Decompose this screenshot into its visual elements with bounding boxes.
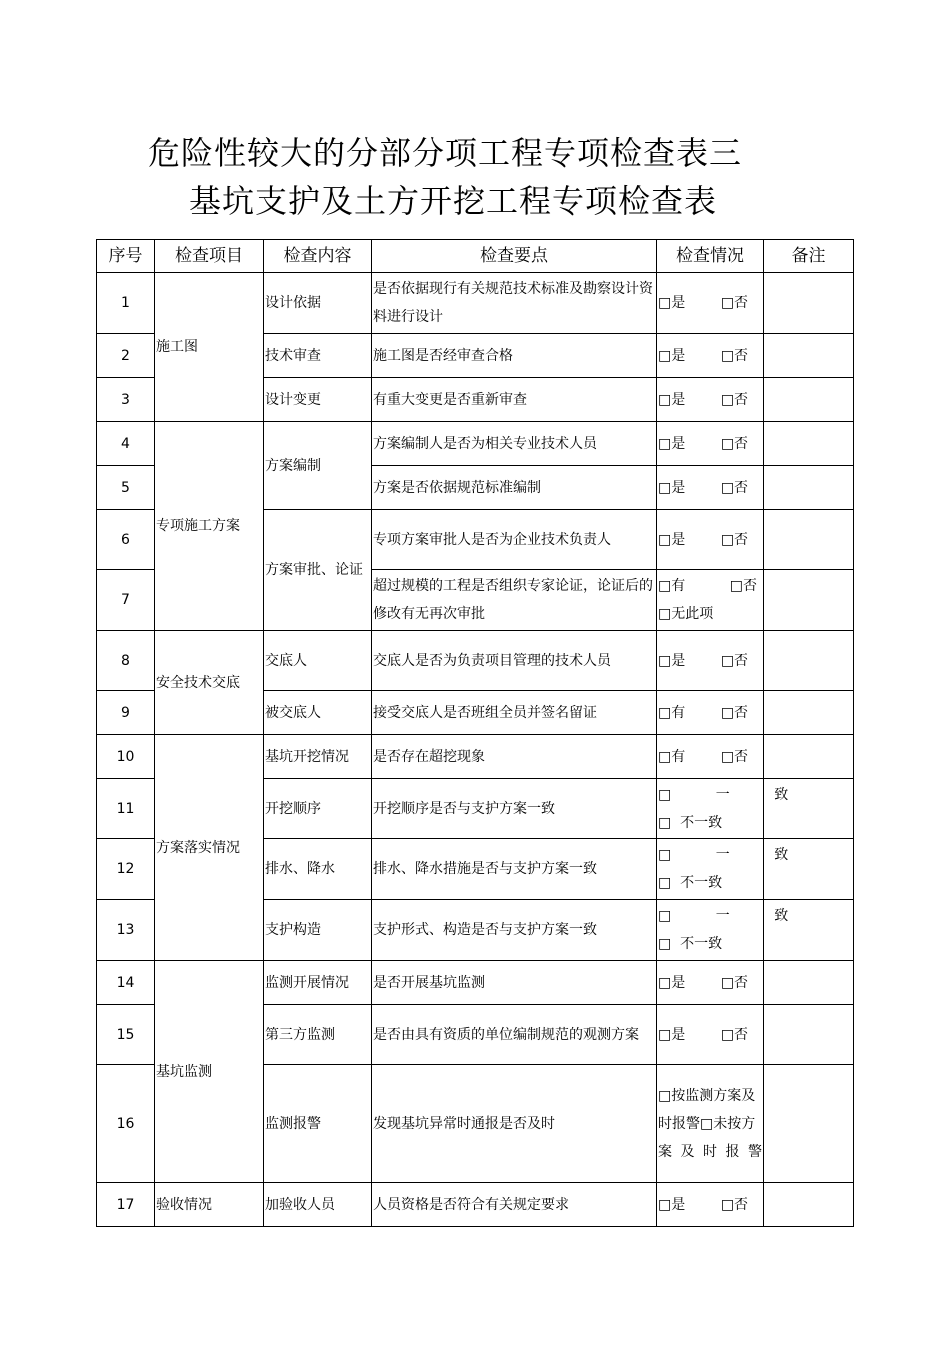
note-cell[interactable] <box>764 510 854 570</box>
row-number: 13 <box>97 900 155 961</box>
header-note: 备注 <box>764 240 854 273</box>
group-cell: 基坑监测 <box>155 961 264 1183</box>
inspection-table <box>96 239 854 1227</box>
content-cell: 方案审批、论证 <box>264 510 372 631</box>
status-cell[interactable]: □有 □否 <box>657 691 764 735</box>
status-cell[interactable]: □是 □否 <box>657 1005 764 1065</box>
header-item: 检查项目 <box>155 240 264 273</box>
status-cell[interactable]: □是 □否 <box>657 422 764 466</box>
status-line: □ 不一致 <box>658 814 723 831</box>
status-line: □ 一 致 <box>658 908 789 924</box>
status-cell[interactable]: □是 □否 <box>657 510 764 570</box>
points-cell: 接受交底人是否班组全员并签名留证 <box>372 691 657 735</box>
row-number: 14 <box>97 961 155 1005</box>
note-cell[interactable] <box>764 691 854 735</box>
status-cell[interactable] <box>657 839 789 900</box>
content-cell: 监测报警 <box>264 1065 372 1183</box>
header-points: 检查要点 <box>372 240 657 273</box>
note-cell[interactable] <box>764 570 854 631</box>
points-cell: 施工图是否经审查合格 <box>372 334 657 378</box>
note-cell[interactable] <box>764 1065 854 1183</box>
row-number: 16 <box>97 1065 155 1183</box>
points-cell: 交底人是否为负责项目管理的技术人员 <box>372 631 657 691</box>
group-cell: 验收情况 <box>155 1183 264 1227</box>
status-cell[interactable] <box>657 779 789 839</box>
status-cell[interactable]: □按监测方案及时报警□未按方案及时报警 <box>657 1065 764 1183</box>
points-cell: 是否存在超挖现象 <box>372 735 657 779</box>
status-line: □ 一 致 <box>658 847 789 863</box>
points-cell: 专项方案审批人是否为企业技术负责人 <box>372 510 657 570</box>
content-cell: 监测开展情况 <box>264 961 372 1005</box>
content-cell: 排水、降水 <box>264 839 372 900</box>
row-number: 9 <box>97 691 155 735</box>
content-cell: 加验收人员 <box>264 1183 372 1227</box>
row-number: 17 <box>97 1183 155 1227</box>
points-cell: 超过规模的工程是否组织专家论证，论证后的修改有无再次审批 <box>372 570 657 631</box>
content-cell: 被交底人 <box>264 691 372 735</box>
group-cell: 专项施工方案 <box>155 422 264 631</box>
points-cell: 方案是否依据规范标准编制 <box>372 466 657 510</box>
points-cell: 支护形式、构造是否与支护方案一致 <box>372 900 657 961</box>
row-number: 6 <box>97 510 155 570</box>
note-cell[interactable] <box>764 735 854 779</box>
status-cell[interactable] <box>657 570 764 631</box>
note-cell[interactable] <box>764 961 854 1005</box>
row-number: 5 <box>97 466 155 510</box>
note-cell[interactable] <box>764 1183 854 1227</box>
group-cell: 方案落实情况 <box>155 735 264 961</box>
points-cell: 人员资格是否符合有关规定要求 <box>372 1183 657 1227</box>
note-cell[interactable] <box>764 1005 854 1065</box>
table-row <box>97 422 854 466</box>
points-cell: 开挖顺序是否与支护方案一致 <box>372 779 657 839</box>
row-number: 15 <box>97 1005 155 1065</box>
status-cell[interactable]: □是 □否 <box>657 631 764 691</box>
row-number: 1 <box>97 273 155 334</box>
status-cell[interactable]: □是 □否 <box>657 334 764 378</box>
header-status: 检查情况 <box>657 240 764 273</box>
table-header-row <box>97 240 854 273</box>
content-cell: 基坑开挖情况 <box>264 735 372 779</box>
status-line: □ 不一致 <box>658 875 723 891</box>
content-cell: 支护构造 <box>264 900 372 961</box>
points-cell: 是否由具有资质的单位编制规范的观测方案 <box>372 1005 657 1065</box>
row-number: 3 <box>97 378 155 422</box>
status-line: □有 □否 <box>658 578 757 594</box>
row-number: 4 <box>97 422 155 466</box>
page-title: 危险性较大的分部分项工程专项检查表三 <box>147 134 742 172</box>
content-cell: 交底人 <box>264 631 372 691</box>
note-cell[interactable] <box>764 631 854 691</box>
row-number: 2 <box>97 334 155 378</box>
row-number: 8 <box>97 631 155 691</box>
group-cell: 安全技术交底 <box>155 631 264 735</box>
page-subtitle: 基坑支护及土方开挖工程专项检查表 <box>188 182 717 220</box>
content-cell: 开挖顺序 <box>264 779 372 839</box>
table-row <box>97 961 854 1005</box>
status-cell[interactable]: □是 □否 <box>657 378 764 422</box>
note-cell[interactable] <box>764 422 854 466</box>
status-cell[interactable]: □有 □否 <box>657 735 764 779</box>
content-cell: 方案编制 <box>264 422 372 510</box>
content-cell: 第三方监测 <box>264 1005 372 1065</box>
points-cell: 排水、降水措施是否与支护方案一致 <box>372 839 657 900</box>
points-cell: 发现基坑异常时通报是否及时 <box>372 1065 657 1183</box>
status-line: □ 一 致 <box>658 786 789 803</box>
row-number: 12 <box>97 839 155 900</box>
status-line: □ 不一致 <box>658 936 723 952</box>
points-cell: 是否开展基坑监测 <box>372 961 657 1005</box>
points-cell: 方案编制人是否为相关专业技术人员 <box>372 422 657 466</box>
table-row <box>97 273 854 334</box>
group-cell: 施工图 <box>155 273 264 422</box>
content-cell: 技术审查 <box>264 334 372 378</box>
header-seq: 序号 <box>97 240 155 273</box>
table-row <box>97 631 854 691</box>
points-cell: 有重大变更是否重新审查 <box>372 378 657 422</box>
status-line: □无此项 <box>658 606 714 622</box>
content-cell: 设计依据 <box>264 273 372 334</box>
status-cell[interactable]: □是 □否 <box>657 961 764 1005</box>
note-cell[interactable] <box>764 273 854 334</box>
status-cell[interactable]: □是 □否 <box>657 1183 764 1227</box>
row-number: 10 <box>97 735 155 779</box>
content-cell: 设计变更 <box>264 378 372 422</box>
status-cell[interactable]: □是 □否 <box>657 466 764 510</box>
note-cell[interactable] <box>764 466 854 510</box>
note-cell[interactable] <box>764 378 854 422</box>
points-cell: 是否依据现行有关规范技术标准及勘察设计资料进行设计 <box>372 273 657 334</box>
table-row <box>97 1183 854 1227</box>
note-cell[interactable] <box>764 334 854 378</box>
status-cell[interactable]: □是 □否 <box>657 273 764 334</box>
status-cell[interactable] <box>657 900 789 961</box>
row-number: 7 <box>97 570 155 631</box>
table-row <box>97 735 854 779</box>
row-number: 11 <box>97 779 155 839</box>
header-content: 检查内容 <box>264 240 372 273</box>
